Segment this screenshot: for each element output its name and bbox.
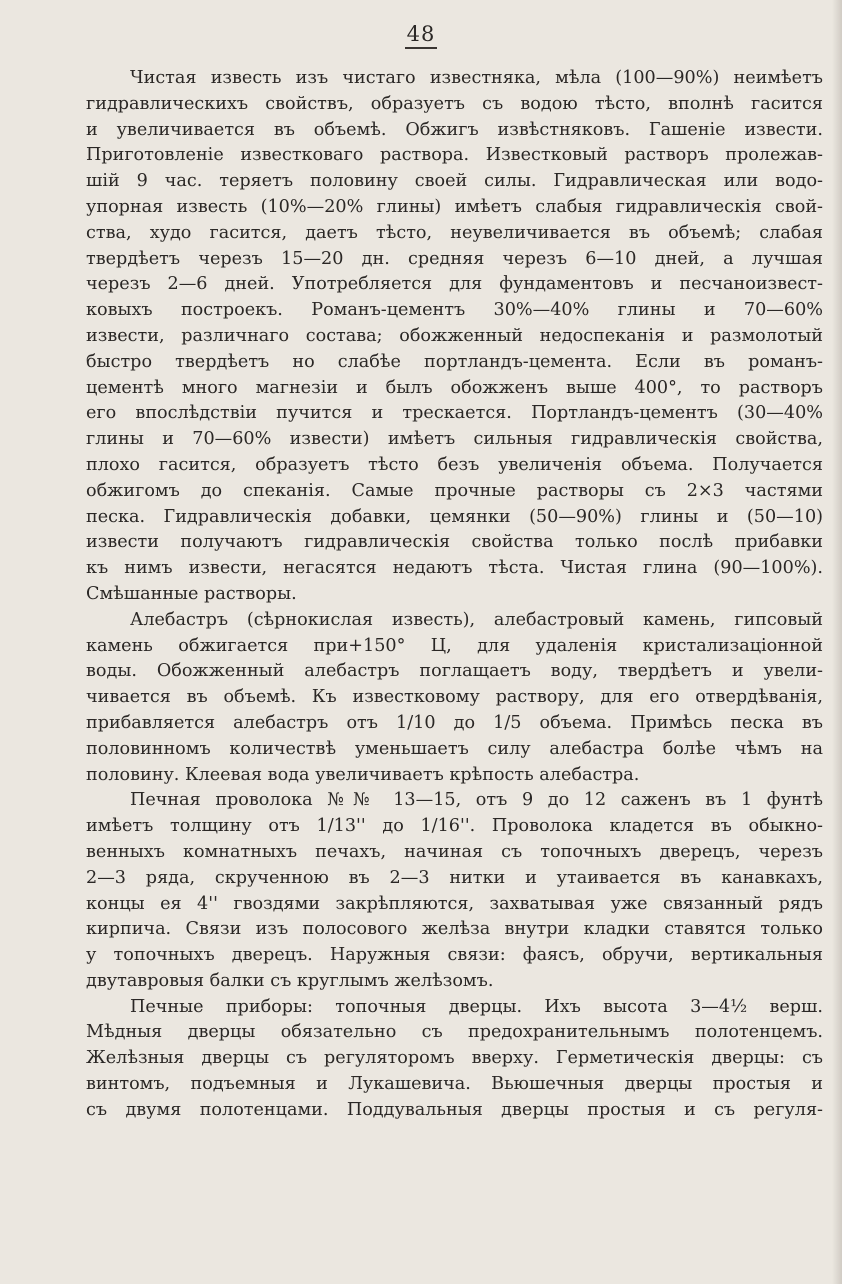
text-line: песка. Гидравлическія добавки, цемянки (50—90%) глины и (50—10): [86, 506, 823, 527]
text-line: цементѣ много магнезіи и былъ обожженъ выше 400°, то растворъ: [86, 377, 823, 398]
text-line: чивается въ объемѣ. Къ известковому раствору, для его отвердѣванія,: [86, 687, 823, 708]
text-line: имѣетъ толщину отъ 1/13'' до 1/16''. Проволока кладется въ обыкно-: [86, 816, 823, 837]
text-line: Смѣшанные растворы.: [86, 583, 297, 604]
text-line: 2—3 ряда, скрученною въ 2—3 нитки и утаивается въ канавкахъ,: [86, 867, 823, 888]
text-line: воды. Обожженный алебастръ поглащаетъ воду, твердѣетъ и увели-: [86, 661, 823, 682]
text-line: винтомъ, подъемныя и Лукашевича. Вьюшечныя дверцы простыя и: [86, 1074, 823, 1095]
text-line: извести, различнаго состава; обожженный недоспеканія и размолотый: [86, 325, 823, 346]
text-line: двутавровыя балки съ круглымъ желѣзомъ.: [86, 970, 494, 991]
text-line: шій 9 час. теряетъ половину своей силы. Гидравлическая или водо-: [86, 171, 823, 192]
text-line: гидравлическихъ свойствъ, образуетъ съ водою тѣсто, вполнѣ гасится: [86, 93, 823, 114]
text-line: Алебастръ (сѣрнокислая известь), алебастровый камень, гипсовый: [130, 609, 823, 630]
page-number: 48: [0, 22, 842, 46]
text-line: венныхъ комнатныхъ печахъ, начиная съ топочныхъ дверецъ, черезъ: [86, 841, 823, 862]
text-line: Приготовленіе известковаго раствора. Известковый растворъ пролежав-: [86, 145, 823, 166]
text-line: глины и 70—60% извести) имѣетъ сильныя гидравлическія свойства,: [86, 429, 823, 450]
text-line: его впослѣдствіи пучится и трескается. Портландъ-цементъ (30—40%: [86, 403, 823, 424]
text-line: Чистая известь изъ чистаго известняка, мѣла (100—90%) неимѣетъ: [130, 68, 823, 88]
text-line: у топочныхъ дверецъ. Наружныя связи: фаясъ, обручи, вертикальныя: [86, 945, 823, 966]
text-line: къ нимъ извести, негасятся недаютъ тѣста. Чистая глина (90—100%).: [86, 558, 823, 579]
text-line: Печные приборы: топочныя дверцы. Ихъ высота 3—4½ верш.: [130, 996, 823, 1017]
text-line: ковыхъ построекъ. Романъ-цементъ 30%—40% глины и 70—60%: [86, 300, 823, 321]
text-line: кирпича. Связи изъ полосового желѣза внутри кладки ставятся только: [86, 919, 823, 940]
text-line: извести получаютъ гидравлическія свойства только послѣ прибавки: [86, 532, 823, 553]
text-line: упорная известь (10%—20% глины) имѣетъ слабыя гидравлическія свой-: [86, 196, 823, 217]
text-line: плохо гасится, образуетъ тѣсто безъ увеличенія объема. Получается: [86, 454, 823, 475]
text-line: прибавляется алебастръ отъ 1/10 до 1/5 объема. Примѣсь песка въ: [86, 712, 823, 733]
body-text: [86, 66, 823, 1124]
text-line: половину. Клеевая вода увеличиваетъ крѣпость алебастра.: [86, 764, 640, 785]
paragraph-alabaster: [86, 608, 823, 789]
text-line: твердѣетъ черезъ 15—20 дн. средняя черезъ 6—10 дней, а лучшая: [86, 248, 823, 269]
text-line: и увеличивается въ объемѣ. Обжигъ извѣстняковъ. Гашеніе извести.: [86, 119, 823, 140]
paragraph-stove-wire: [86, 788, 823, 994]
text-line: ства, худо гасится, даетъ тѣсто, неувеличивается въ объемѣ; слабая: [86, 222, 823, 243]
text-line: Печная проволока №№ 13—15, отъ 9 до 12 саженъ въ 1 фунтѣ: [130, 790, 823, 811]
paragraph-lime: [86, 66, 823, 608]
text-line: обжигомъ до спеканія. Самые прочные растворы съ 2×3 частями: [86, 480, 823, 501]
text-line: Желѣзныя дверцы съ регуляторомъ вверху. Герметическія дверцы: съ: [86, 1048, 823, 1069]
text-line: концы ея 4'' гвоздями закрѣпляются, захватывая уже связанный рядъ: [86, 893, 823, 914]
text-line: камень обжигается при+150° Ц, для удаленія кристализаціонной: [86, 635, 823, 656]
paragraph-stove-devices: [86, 995, 823, 1124]
text-line: половинномъ количествѣ уменьшаетъ силу алебастра болѣе чѣмъ на: [86, 738, 823, 759]
text-line: съ двумя полотенцами. Поддувальныя дверцы простыя и съ регуля-: [86, 1099, 823, 1120]
text-line: черезъ 2—6 дней. Употребляется для фундаментовъ и песчаноизвест-: [86, 274, 823, 295]
text-line: Мѣдныя дверцы обязательно съ предохранительнымъ полотенцемъ.: [86, 1022, 823, 1043]
text-line: быстро твердѣетъ но слабѣе портландъ-цемента. Если въ романъ-: [86, 351, 823, 372]
